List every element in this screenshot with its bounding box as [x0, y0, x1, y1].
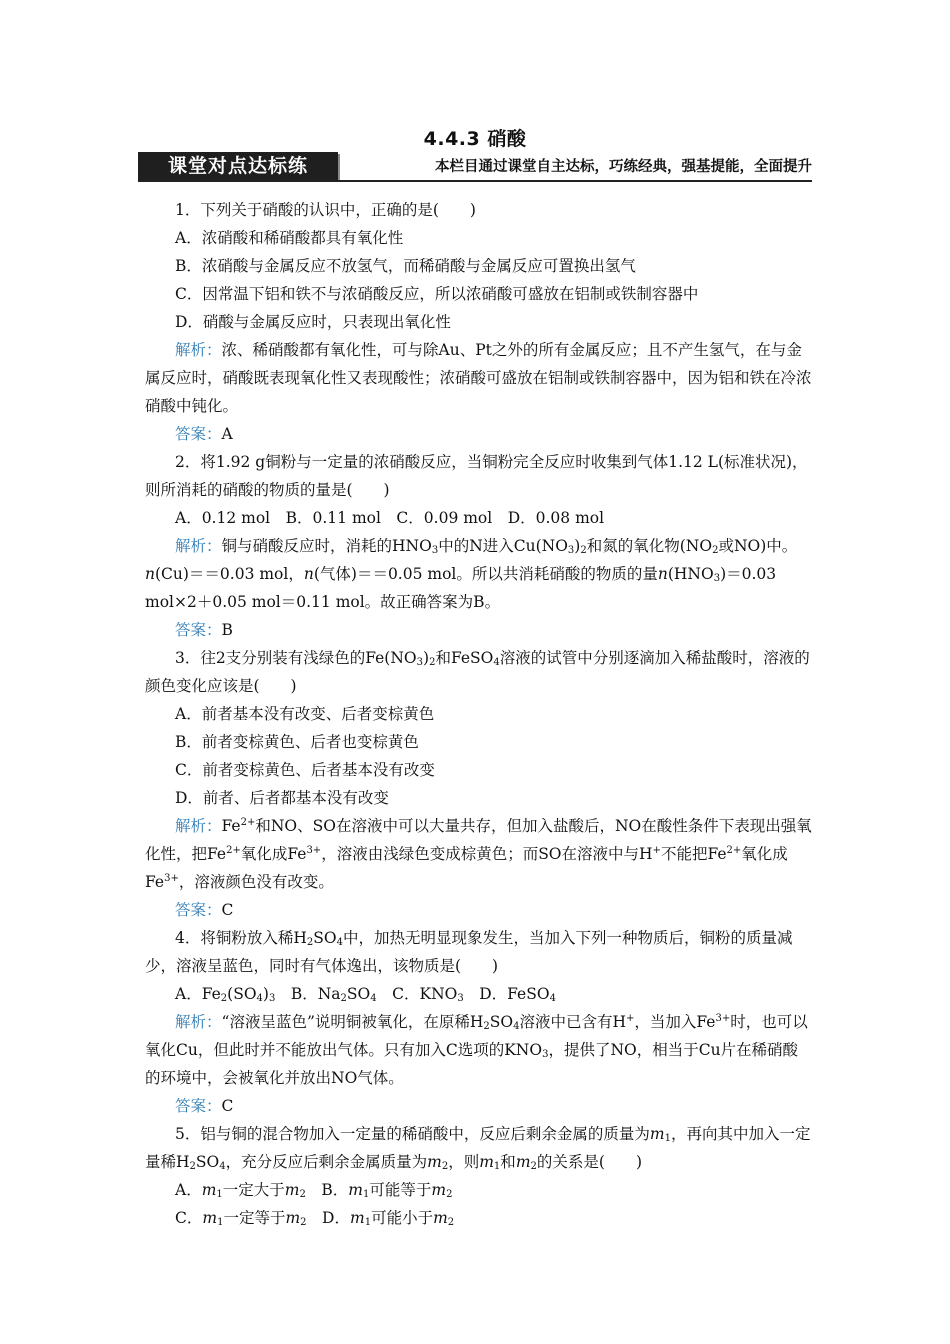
text: “溶液呈蓝色”说明铜被氧化，在原稀H [221, 1013, 484, 1031]
text: 和氮的氧化物(NO [586, 537, 713, 555]
q1-option-c: C．因常温下铝和铁不与浓硝酸反应，所以浓硝酸可盛放在铝制或铁制容器中 [175, 285, 699, 303]
q1-answer-label: 答案： [175, 425, 222, 443]
superscript: 2+ [726, 845, 742, 856]
subscript: 3 [457, 993, 464, 1004]
text: A． [175, 1181, 202, 1199]
superscript: 2+ [240, 817, 256, 828]
variable: m [649, 1125, 665, 1143]
subscript: 1 [493, 1161, 501, 1172]
subscript: 4 [336, 937, 343, 948]
q4-options [145, 980, 813, 1008]
subscript: 4 [549, 993, 556, 1004]
subscript: 2 [580, 545, 587, 556]
text: 溶液的试管中分别逐滴加入稀盐酸时，溶液的颜色变化应该是( ) [145, 649, 810, 695]
q4-answer-value: C [221, 1097, 234, 1115]
q1-answer-value: A [221, 425, 233, 443]
q3-stem [145, 644, 813, 700]
subscript: 1 [664, 1133, 671, 1144]
text: D．FeSO [463, 985, 550, 1003]
superscript: 3+ [715, 1013, 731, 1024]
subscript: 1 [362, 1189, 370, 1200]
banner-description: 本栏目通过课堂自主达标，巧练经典，强基提能，全面提升 [435, 159, 812, 175]
subscript: 2 [300, 1217, 307, 1228]
variable: n [145, 565, 155, 583]
q4-stem [145, 924, 813, 980]
text: 铜与硝酸反应时，消耗的HNO [221, 537, 432, 555]
text: ，再向其中加入一定量稀H [145, 1125, 811, 1171]
subscript: 1 [216, 1189, 223, 1200]
q5-options-ab [145, 1176, 813, 1204]
subscript: 2 [306, 937, 314, 948]
text: 氧化成Fe [240, 845, 307, 863]
variable: m [348, 1181, 363, 1199]
text: SO [195, 1153, 220, 1171]
variable: m [349, 1209, 365, 1227]
text: 3．往2支分别装有浅绿色的Fe(NO [175, 649, 417, 667]
subscript: 2 [483, 1021, 490, 1032]
subscript: 2 [446, 1189, 453, 1200]
q2-answer-value: B [221, 621, 233, 639]
q2-answer-label: 答案： [175, 621, 222, 639]
q5-options-cd [145, 1204, 813, 1232]
text: )＝0.03 mol×2＋0.05 mol＝0.11 mol。故正确答案为B。 [145, 565, 777, 611]
subscript: 1 [364, 1217, 372, 1228]
superscript: 3+ [164, 873, 179, 884]
text: ，当加入Fe [634, 1013, 716, 1031]
q2-options: A．0.12 mol B．0.11 mol C．0.09 mol D．0.08 mol [175, 509, 605, 527]
subscript: 2 [712, 545, 719, 556]
variable: m [201, 1181, 217, 1199]
q3-option-b: B．前者变棕黄色、后者也变棕黄色 [175, 733, 419, 751]
text: 和 [500, 1153, 516, 1171]
text: ，提供了NO，相当于Cu片在稀硝酸的环境中，会被氧化并放出NO气体。 [145, 1041, 799, 1087]
subscript: 3 [567, 545, 575, 556]
q1-explanation [145, 336, 813, 420]
q1-option-b: B．浓硝酸与金属反应不放氢气，而稀硝酸与金属反应可置换出氢气 [175, 257, 636, 275]
text: A．Fe [175, 985, 221, 1003]
q3-option-c: C．前者变棕黄色、后者基本没有改变 [175, 761, 435, 779]
q3-explanation-label: 解析： [175, 817, 222, 835]
text: SO [313, 929, 337, 947]
text: ) [262, 985, 269, 1003]
q1-explanation-text: 浓、稀硝酸都有氧化性，可与除Au、Pt之外的所有金属反应；且不产生氢气，在与金属反应时，硝酸既表现氧化性又表现酸性；浓硝酸可盛放在铝制或铁制容器中，因为铝和铁在冷浓硝酸中钝化。 [145, 341, 812, 415]
text: B． [305, 1181, 349, 1199]
variable: m [515, 1153, 531, 1171]
text: 4．将铜粉放入稀H [175, 929, 307, 947]
text: (气体)＝＝0.05 mol。所以共消耗硝酸的物质的量 [313, 565, 658, 583]
text: ) [574, 537, 581, 555]
subscript: 2 [189, 1161, 196, 1172]
subscript: 4 [370, 993, 377, 1004]
text: 的关系是( ) [536, 1153, 642, 1171]
text: ，充分反应后剩余金属质量为 [225, 1153, 428, 1171]
text: 中，加热无明显现象发生，当加入下列一种物质后，铜粉的质量减少，溶液呈蓝色，同时有气体逸出，该物质是( ) [145, 929, 793, 975]
q1-option-a: A．浓硝酸和稀硝酸都具有氧化性 [175, 229, 404, 247]
subscript: 4 [256, 993, 263, 1004]
text: 或NO)中。 [718, 537, 798, 555]
text: (Cu)＝＝0.03 mol， [154, 565, 304, 583]
variable: m [431, 1181, 447, 1199]
text: 溶液中已含有H [519, 1013, 626, 1031]
q1-explanation-label: 解析： [175, 341, 222, 359]
q2-stem: 2．将1.92 g铜粉与一定量的浓硝酸反应，当铜粉完全反应时收集到气体1.12 L(标准状况)，则所消耗的硝酸的物质的量是( ) [145, 453, 808, 499]
variable: m [479, 1153, 494, 1171]
q4-answer-label: 答案： [175, 1097, 222, 1115]
subscript: 2 [447, 1217, 455, 1228]
text: 不能把Fe [660, 845, 727, 863]
subscript: 4 [493, 657, 500, 668]
text: ，则 [448, 1153, 480, 1171]
q4-explanation [145, 1008, 813, 1092]
subscript: 4 [513, 1021, 520, 1032]
text: 一定大于 [222, 1181, 285, 1199]
q5-stem [145, 1120, 813, 1176]
subscript: 3 [542, 1049, 549, 1060]
q3-answer-value: C [221, 901, 234, 919]
superscript: + [652, 845, 661, 856]
text: 和NO、SO在溶液中可以大量共存，但加入盐酸后，NO在酸性条件下表现出强氧化性，把Fe [145, 817, 812, 863]
variable: m [202, 1209, 218, 1227]
text: ) [423, 649, 430, 667]
subscript: 4 [219, 1161, 226, 1172]
q2-explanation-label: 解析： [175, 537, 222, 555]
text: 中的N进入Cu(NO [438, 537, 568, 555]
banner-label: 课堂对点达标练 [138, 152, 338, 180]
variable: n [303, 565, 314, 583]
q3-answer [145, 896, 813, 924]
subscript: 2 [340, 993, 347, 1004]
text: 氧化成Fe [145, 845, 788, 891]
variable: m [284, 1181, 300, 1199]
subscript: 2 [220, 993, 228, 1004]
text: ，溶液颜色没有改变。 [178, 873, 334, 891]
variable: m [427, 1153, 442, 1171]
text: ，溶液由浅绿色变成棕黄色；而SO在溶液中与H [321, 845, 653, 863]
text: (SO [227, 985, 257, 1003]
banner-divider [138, 180, 812, 182]
text: B．Na [275, 985, 341, 1003]
text: D． [306, 1209, 350, 1227]
subscript: 1 [217, 1217, 224, 1228]
subscript: 3 [713, 573, 721, 584]
page-title: 4.4.3 硝酸 [423, 128, 527, 150]
superscript: 2+ [226, 845, 241, 856]
superscript: + [626, 1013, 635, 1024]
variable: m [285, 1209, 301, 1227]
subscript: 2 [530, 1161, 537, 1172]
section-banner [138, 152, 812, 180]
text: 时，也可以氧化Cu，但此时并不能放出气体。只有加入C选项的KNO [145, 1013, 808, 1059]
question-list [145, 196, 813, 1232]
superscript: 3+ [306, 845, 322, 856]
text: 5．铝与铜的混合物加入一定量的稀硝酸中，反应后剩余金属的质量为 [175, 1125, 650, 1143]
q3-option-a: A．前者基本没有改变、后者变棕黄色 [175, 705, 435, 723]
q3-option-d: D．前者、后者都基本没有改变 [175, 789, 389, 807]
q4-answer [145, 1092, 813, 1120]
variable: n [657, 565, 668, 583]
q2-explanation [145, 532, 813, 616]
text: SO [346, 985, 371, 1003]
text: C．KNO [376, 985, 458, 1003]
text: 可能等于 [369, 1181, 432, 1199]
text: (HNO [667, 565, 714, 583]
variable: m [433, 1209, 448, 1227]
subscript: 3 [416, 657, 423, 668]
q4-explanation-label: 解析： [175, 1013, 222, 1031]
subscript: 2 [299, 1189, 306, 1200]
subscript: 3 [431, 545, 439, 556]
q2-answer [145, 616, 813, 644]
subscript: 2 [441, 1161, 449, 1172]
text: C． [175, 1209, 203, 1227]
q3-explanation [145, 812, 813, 896]
text: 一定等于 [223, 1209, 286, 1227]
text: 和FeSO [435, 649, 494, 667]
text: SO [489, 1013, 514, 1031]
q1-option-d: D．硝酸与金属反应时，只表现出氧化性 [175, 313, 451, 331]
subscript: 2 [429, 657, 436, 668]
q1-answer [145, 420, 813, 448]
text: 可能小于 [371, 1209, 434, 1227]
subscript: 3 [268, 993, 276, 1004]
q1-stem: 1．下列关于硝酸的认识中，正确的是( ) [175, 201, 476, 219]
text: Fe [221, 817, 241, 835]
q3-answer-label: 答案： [175, 901, 222, 919]
